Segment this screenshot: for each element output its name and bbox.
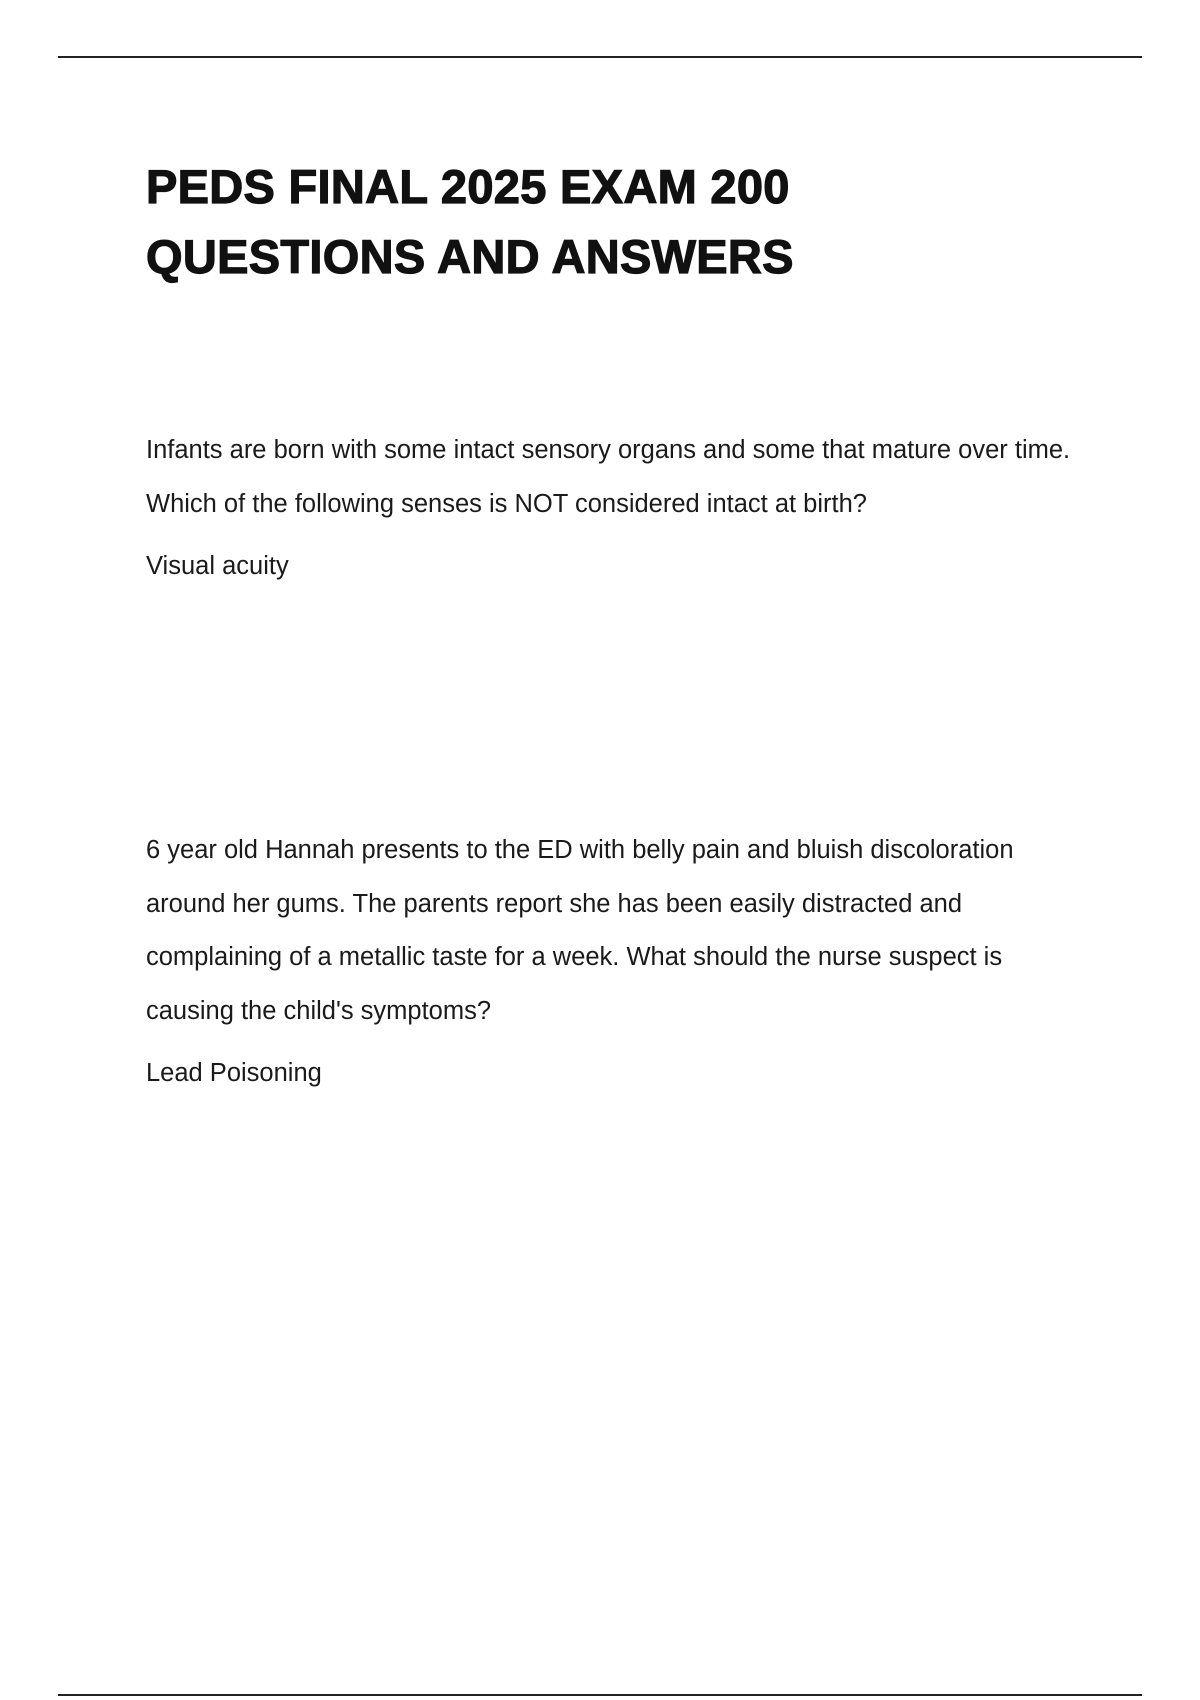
question-text: 6 year old Hannah presents to the ED with belly pain and bluish discoloration around her gums. The parents report she has been easily distracted and complaining of a metallic taste for a week. What should the nurse suspect is causing the child's symptoms? bbox=[146, 836, 1014, 1025]
qa-item-2 bbox=[146, 824, 1096, 1098]
answer-text: Lead Poisoning bbox=[146, 1059, 322, 1087]
document-title bbox=[146, 152, 1106, 292]
question-text: Infants are born with some intact sensory organs and some that mature over time. Which of the following senses is NOT considered intact at birth? bbox=[146, 436, 1071, 518]
top-divider bbox=[58, 56, 1142, 58]
title-line-1: PEDS FINAL 2025 EXAM 200 bbox=[146, 160, 790, 213]
title-line-2: QUESTIONS AND ANSWERS bbox=[146, 230, 794, 283]
answer-text: Visual acuity bbox=[146, 552, 289, 580]
qa-item-1 bbox=[146, 424, 1096, 591]
bottom-divider bbox=[58, 1694, 1142, 1696]
